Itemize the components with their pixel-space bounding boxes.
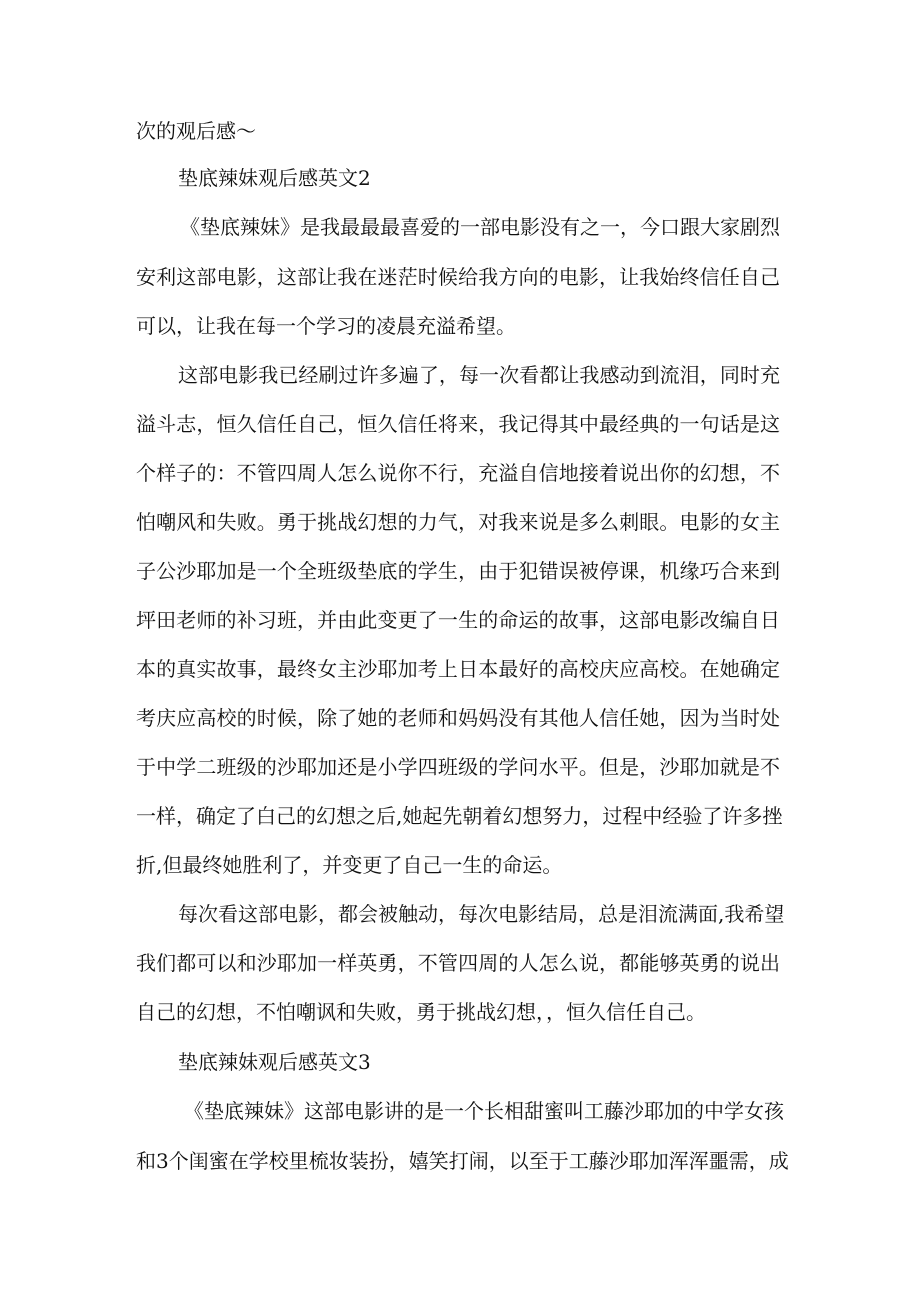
section-heading-2: 垫底辣妹观后感英文2 — [178, 166, 371, 190]
paragraph-2-line-4: 怕嘲风和失败。勇于挑战幻想的力气，对我来说是多么刺眼。电影的女主 — [136, 510, 780, 534]
paragraph-2-line-3: 个样子的：不管四周人怎么说你不行，充溢自信地接着说出你的幻想，不 — [136, 461, 780, 485]
paragraph-2-line-8: 考庆应高校的时候，除了她的老师和妈妈没有其他人信任她，因为当时处 — [136, 706, 780, 730]
paragraph-1-line-2: 安利这部电影，这部让我在迷茫时候给我方向的电影，让我始终信任自己 — [136, 265, 780, 289]
paragraph-3-line-3: 自己的幻想，不怕嘲讽和失败，勇于挑战幻想，，恒久信任自己。 — [136, 1000, 706, 1024]
paragraph-2-line-10: 一样，确定了白己的幻想之后,她起先朝着幻想努力，过程中经验了许多挫 — [136, 804, 783, 828]
paragraph-4-line-2: 和3个闺蜜在学校里梳妆装扮，嬉笑打闹，以至于工藤沙耶加浑浑噩需，成 — [136, 1149, 789, 1173]
paragraph-1-line-1: 《垫底辣妹》是我最最最喜爱的一部电影没有之一，今口跟大家剧烈 — [180, 215, 780, 239]
paragraph-3-line-1: 每次看这部电影，都会被触动，每次电影结局，总是泪流满面,我希望 — [178, 902, 785, 926]
paragraph-2-line-6: 坪田老师的补习班，并由此变更了一生的命运的故事，这部电影改编自日 — [136, 608, 780, 632]
paragraph-2-line-2: 溢斗志，恒久信任自己，恒久信任将来，我记得其中最经典的一句话是这 — [136, 412, 780, 436]
text-line-continuation: 次的观后感～ — [136, 119, 256, 143]
paragraph-2-line-7: 本的真实故事，最终女主沙耶加考上日本最好的高校庆应高校。在她确定 — [136, 657, 780, 681]
paragraph-2-line-11: 折,但最终她胜利了，并变更了自己一生的命运。 — [136, 853, 563, 877]
paragraph-2-line-5: 子公沙耶加是一个全班级垫底的学生，由于犯错误被停课，机缘巧合来到 — [136, 559, 780, 583]
paragraph-4-line-1: 《垫底辣妹》这部电影讲的是一个长相甜蜜叫工藤沙耶加的中学女孩 — [184, 1099, 784, 1123]
paragraph-2-line-1: 这部电影我已经刷过许多遍了，每一次看都让我感动到流泪，同时充 — [178, 363, 780, 387]
paragraph-1-line-3: 可以，让我在每一个学习的凌晨充溢希望。 — [136, 314, 516, 338]
section-heading-3: 垫底辣妹观后感英文3 — [178, 1050, 371, 1074]
paragraph-2-line-9: 于中学二班级的沙耶加还是小学四班级的学问水平。但是，沙耶加就是不 — [136, 755, 780, 779]
paragraph-3-line-2: 我们都可以和沙耶加一样英勇，不管四周的人怎么说，都能够英勇的说出 — [136, 951, 780, 975]
